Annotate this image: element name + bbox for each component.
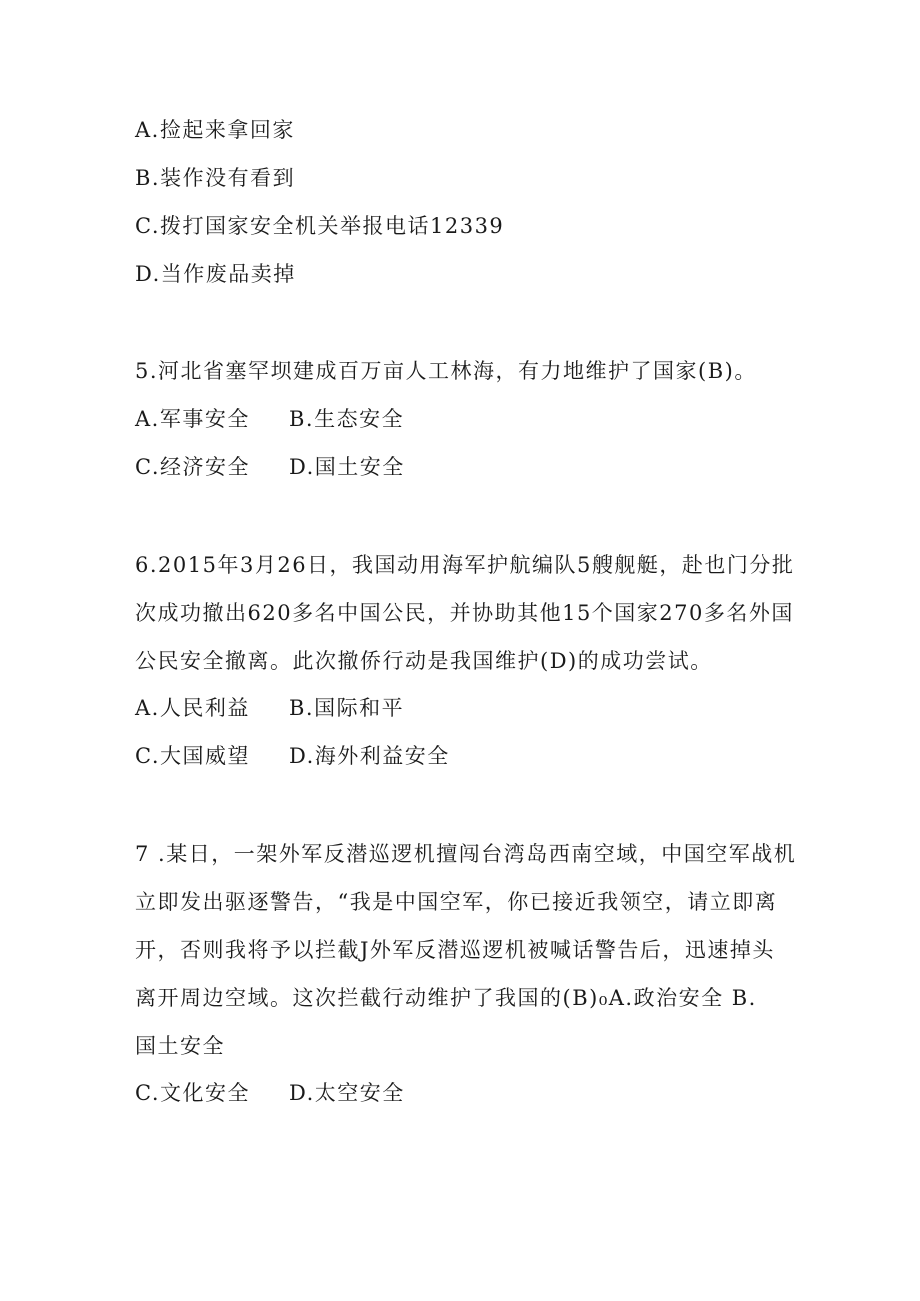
q6-option-b: B.国际和平: [289, 696, 405, 720]
q6-options-row-2: [135, 741, 450, 771]
q7-stem: [135, 830, 797, 1070]
q6-stem-line: 公民安全撤离。此次撤侨行动是我国维护(D)的成功尝试。: [135, 649, 713, 673]
q6-stem: [135, 541, 795, 685]
q7-option-c: C.文化安全: [135, 1081, 250, 1105]
q6-stem-line: 次成功撤出620多名中国公民，并协助其他15个国家270多名外国: [135, 601, 794, 625]
q5-options-row-1: [135, 404, 405, 434]
q6-option-d: D.海外利益安全: [289, 744, 450, 768]
q7-stem-line: 立即发出驱逐警告，“我是中国空军，你已接近我领空，请立即离: [135, 890, 778, 914]
q7-stem-line: 7 .某日，一架外军反潜巡逻机擅闯台湾岛西南空域，中国空军战机: [135, 842, 797, 866]
q5-option-d: D.国土安全: [289, 455, 405, 479]
q6-option-a: A.人民利益: [135, 696, 250, 720]
q5-stem: 5.河北省塞罕坝建成百万亩人工林海，有力地维护了国家(B)。: [135, 359, 757, 383]
q7-stem-line: 开，否则我将予以拦截J外军反潜巡逻机被喊话警告后，迅速掉头: [135, 938, 775, 962]
q4-option-d: D.当作废品卖掉: [135, 262, 296, 286]
q4-option-a: A.捡起来拿回家: [135, 118, 295, 142]
q7-options-row: [135, 1078, 405, 1108]
q4-option-b: B.装作没有看到: [135, 166, 296, 190]
q6-option-c: C.大国威望: [135, 744, 250, 768]
q7-stem-line: 国土安全: [135, 1034, 225, 1058]
q7-stem-line: 离开周边空域。这次拦截行动维护了我国的(B)₀A.政治安全 B.: [135, 986, 757, 1010]
q6-stem-line: 6.2015年3月26日，我国动用海军护航编队5艘舰艇，赴也门分批: [135, 553, 795, 577]
q7-option-d: D.太空安全: [289, 1081, 405, 1105]
q5-option-a: A.军事安全: [135, 407, 250, 431]
q6-options-row-1: [135, 693, 405, 723]
q5-option-c: C.经济安全: [135, 455, 250, 479]
q4-option-c: C.拨打国家安全机关举报电话12339: [135, 214, 505, 238]
q5-options-row-2: [135, 452, 405, 482]
q5-option-b: B.生态安全: [289, 407, 405, 431]
